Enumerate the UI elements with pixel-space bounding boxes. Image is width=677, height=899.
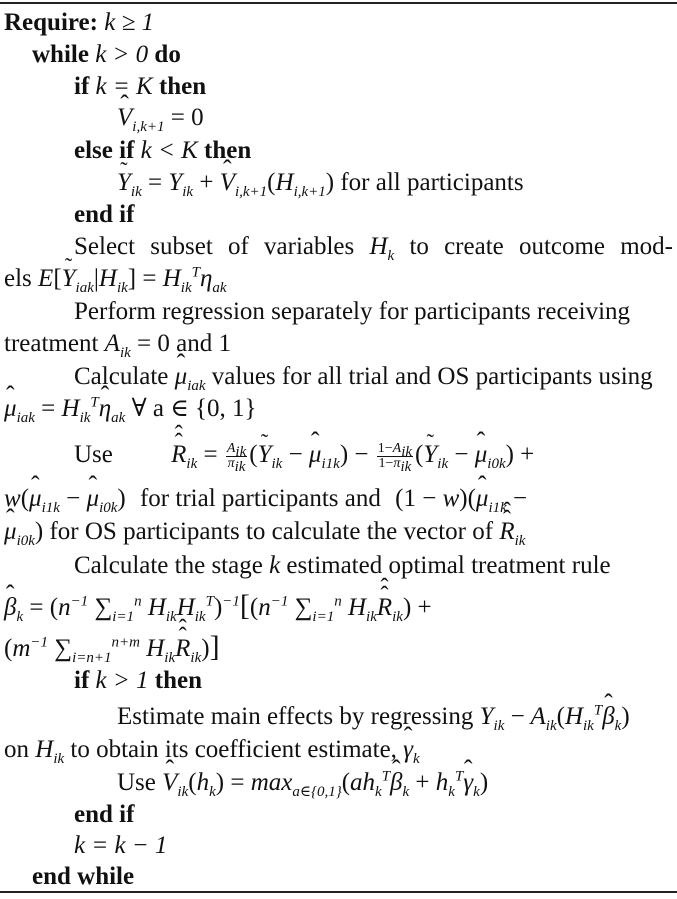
calc-text-1: Calculate — [74, 363, 169, 390]
select-text-3: els — [4, 265, 32, 292]
algo-line-estimate-2 — [0, 735, 420, 765]
keyword-if-2: if — [74, 667, 90, 694]
algo-line-if-2 — [0, 666, 202, 696]
keyword-then-3: then — [154, 667, 202, 694]
select-text-2: to create outcome mod- — [409, 233, 674, 260]
algo-line-pseudo-outcome — [0, 168, 524, 198]
algo-line-use-1 — [0, 440, 535, 475]
algo-line-calc-2 — [0, 394, 257, 424]
symbol-k: k — [269, 552, 281, 579]
formula-beta-hat-cont: ($m^{-1}$ $\sum_{i=n+1}^{n+m}$ $H_{ik}ˆ$ R ˆ$_{ik}$)] — [4, 635, 220, 662]
formula-one-minus-w: (1 − w)(ˆ $\mu_{i1k}$ − — [395, 485, 527, 512]
perform-text-2: treatment — [4, 330, 99, 357]
on-text: on — [4, 736, 29, 763]
keyword-else-if: else if — [74, 137, 135, 164]
use-label: Use — [74, 441, 113, 468]
algo-line-select-2 — [0, 264, 227, 294]
formula-value-update: ˆ $V_{ik}(h_k)$ = $\max_{a\in\{0,1\}}(ah_k^Tˆ$ $\beta_k$ + $h_k^Tˆ$ $\gamma_k$) — [162, 769, 488, 796]
for-all-participants: for all participants — [340, 169, 524, 196]
if-condition: k = K — [95, 73, 153, 100]
keyword-end-while: end while — [32, 863, 135, 890]
require-condition: k ≥ 1 — [104, 9, 155, 36]
keyword-require: Require: — [4, 9, 98, 36]
algo-line-v-init — [0, 103, 204, 133]
stage-text-2: estimated optimal treatment rule — [286, 552, 611, 579]
keyword-if: if — [74, 73, 90, 100]
use2-label: Use — [117, 769, 156, 796]
formula-beta-hat: ˆ $\beta_k = (n^{-1}$ $\sum_{i=1}^n$ $H_{ik}H_{ik}^T)^{-1}[(n^{-1}$ $\sum_{i=1}^n$ $H_{ik}ˆ$ R ˆ$_{ik}$) + — [4, 594, 432, 621]
symbol-gamma-hat: ˆ $\gamma_k$ — [403, 736, 420, 763]
keyword-end-if-2: end if — [74, 801, 135, 828]
formula-outcome-model: E[˜ $Y_{iak}|H_{ik}] = H_{ik}^T\eta_{ak}$ — [38, 265, 227, 292]
algo-line-select-1 — [0, 232, 673, 262]
select-text-1: Select subset of variables — [74, 233, 355, 260]
algo-line-stage-1 — [0, 551, 611, 581]
estimate-text-1: Estimate main effects by regressing — [117, 703, 474, 730]
for-trial-text: for trial participants and — [139, 485, 381, 512]
keyword-then-2: then — [204, 137, 252, 164]
algo-line-decrement — [0, 831, 167, 861]
keyword-then: then — [158, 73, 207, 100]
formula-v-init: ˆ $V_{i,k+1} = 0$ — [117, 104, 204, 131]
algo-line-end-if-2 — [0, 800, 134, 830]
perform-text-3: = 0 and 1 — [137, 330, 231, 357]
keyword-do: do — [154, 41, 181, 68]
formula-w-weight: w(ˆ $\mu_{i1k}$ − ˆ $\mu_{i0k}$) — [4, 485, 126, 512]
formula-mu-i0k: ˆ $\mu_{i0k}$) — [4, 518, 43, 545]
if2-condition: k > 1 — [95, 667, 149, 694]
algo-line-require — [0, 8, 154, 38]
bottom-rule — [0, 891, 677, 893]
algo-line-use-value — [0, 768, 488, 798]
algo-line-if — [0, 72, 206, 102]
algo-line-end-while — [0, 862, 134, 892]
keyword-end-if: end if — [74, 201, 135, 228]
perform-text-1: Perform regression separately for participants receiving — [74, 298, 631, 325]
algo-line-stage-3 — [0, 632, 220, 664]
algo-line-perform-1 — [0, 297, 630, 327]
formula-residual: $Y_{ik}$ − $A_{ik}(H_{ik}^Tˆ$ $\beta_k$) — [480, 703, 630, 730]
algo-line-end-if — [0, 200, 134, 230]
symbol-hk: $H_k$ — [369, 233, 395, 264]
calc-text-2: values for all trial and OS participants using — [211, 363, 653, 390]
symbol-hik: $H_{ik}$ — [35, 736, 65, 767]
formula-mu-hat: ˆ $\mu_{iak}$ = $H_{ik}^Tˆ$ $\eta_{ak}$ ∀ a ∈ {0, 1} — [4, 395, 257, 422]
formula-r-hat-hat: ˆ R ˆ$_{ik}$ = $\frac{A_{ik}}{\pi_{ik}}$ (˜ $Y_{ik}$ − ˆ $\mu_{i1k}$) − $\frac{1-A_{ik}}{1-\pi_{ik}}$ (˜ $Y_{ik}$ − ˆ $\mu_{i0k}$) + — [171, 441, 534, 468]
algo-line-use-2 — [0, 484, 527, 514]
symbol-mu-iak: ˆ $\mu_{iak}$ — [175, 363, 206, 390]
stage-text-1: Calculate the stage — [74, 552, 263, 579]
algo-line-stage-2 — [0, 591, 432, 623]
formula-pseudo-outcome: ˜ $Y_{ik} = Y_{ik}$ + ˆ $V_{i,k+1}(H_{i,k+1})$ — [117, 169, 334, 196]
for-os-text: for OS participants to calculate the vector of — [49, 518, 494, 545]
keyword-while: while — [32, 41, 89, 68]
elseif-condition: k < K — [140, 137, 198, 164]
while-condition: k > 0 — [95, 41, 149, 68]
algo-line-use-3 — [0, 517, 525, 547]
decrement-statement: k = k − 1 — [74, 832, 168, 859]
algo-line-while — [0, 40, 181, 70]
symbol-r-hat-hat: ˆ R ˆ$_{ik}$ — [499, 518, 525, 545]
obtain-text: to obtain its coefficient estimate, — [70, 736, 397, 763]
symbol-aik: $A_{ik}$ — [104, 330, 131, 361]
algo-line-perform-2 — [0, 329, 231, 359]
algo-line-estimate-1 — [0, 702, 630, 732]
